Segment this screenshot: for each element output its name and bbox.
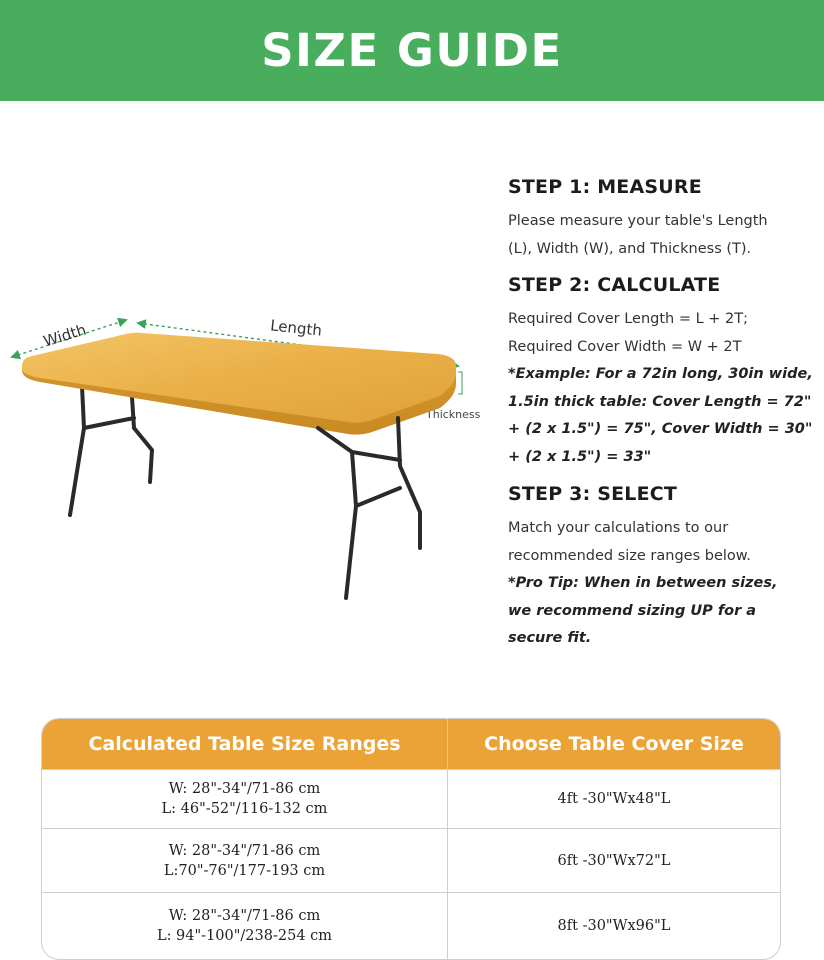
table-top — [22, 333, 456, 435]
range-length: L:70"-76"/177-193 cm — [163, 862, 326, 879]
step-select — [508, 483, 813, 653]
size-table — [41, 718, 781, 960]
table-legs-front — [318, 418, 420, 598]
table-row — [42, 829, 780, 893]
table-illustration — [0, 300, 490, 610]
step-line: Required Cover Width = W + 2T — [508, 338, 742, 355]
step-line: recommended size ranges below. — [508, 547, 751, 564]
thickness-label: Thickness — [426, 408, 481, 421]
step-title: STEP 3: SELECT — [508, 483, 678, 505]
step-text — [508, 208, 813, 263]
header-size-ranges: Calculated Table Size Ranges — [42, 719, 448, 770]
table-row — [42, 893, 780, 960]
length-label: Length — [269, 316, 323, 340]
example-line: + (2 x 1.5") = 75", Cover Width = 30" — [508, 421, 813, 437]
step-line: Required Cover Length = L + 2T; — [508, 311, 749, 327]
size-range-cell — [42, 893, 448, 960]
tip-line: we recommend sizing UP for a — [508, 602, 757, 619]
size-range-cell — [42, 829, 448, 893]
step-text — [508, 515, 813, 653]
header-cover-size: Choose Table Cover Size — [448, 719, 781, 770]
step-title: STEP 2: CALCULATE — [508, 274, 721, 296]
header-banner — [0, 0, 824, 101]
step-line: Match your calculations to our — [508, 520, 729, 536]
step-title: STEP 1: MEASURE — [508, 176, 702, 198]
width-label: Width — [41, 320, 89, 351]
step-line: Please measure your table's Length — [508, 213, 768, 229]
cover-size-cell: 6ft -30"Wx72"L — [448, 829, 781, 893]
example-line: + (2 x 1.5") = 33" — [508, 448, 652, 465]
example-line: 1.5in thick table: Cover Length = 72" — [508, 393, 812, 410]
table-row — [42, 770, 780, 829]
tip-line: secure fit. — [508, 630, 592, 646]
steps-panel — [508, 176, 813, 653]
step-text — [508, 306, 813, 471]
size-range-cell — [42, 770, 448, 829]
range-width: W: 28"-34"/71-86 cm — [168, 781, 321, 797]
step-measure — [508, 176, 813, 263]
step-calculate — [508, 274, 813, 471]
step-line: (L), Width (W), and Thickness (T). — [508, 240, 752, 257]
cover-size-cell: 4ft -30"Wx48"L — [448, 770, 781, 829]
range-width: W: 28"-34"/71-86 cm — [168, 908, 321, 924]
table-legs-back — [70, 386, 152, 515]
range-length: L: 46"-52"/116-132 cm — [161, 801, 328, 817]
table-header-row — [42, 719, 780, 770]
range-width: W: 28"-34"/71-86 cm — [168, 842, 321, 859]
thickness-bracket — [458, 372, 462, 394]
example-line: *Example: For a 72in long, 30in wide, — [508, 366, 813, 382]
range-length: L: 94"-100"/238-254 cm — [156, 928, 333, 944]
page-title: SIZE GUIDE — [261, 24, 563, 77]
tip-line: *Pro Tip: When in between sizes, — [508, 575, 778, 591]
cover-size-cell: 8ft -30"Wx96"L — [448, 893, 781, 960]
